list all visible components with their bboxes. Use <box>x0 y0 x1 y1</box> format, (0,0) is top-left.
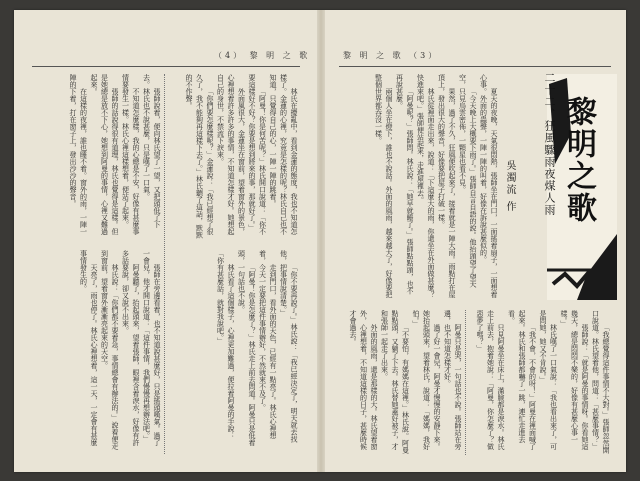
paragraph: 張師的話說得很有道理，林氏也覺得是這樣。但是她總是放不下心，她想到阿曼的事情，心裡又難過起來。 <box>90 74 119 235</box>
paragraph: 「今天晚上大概要下雨了。」張師自言自語的說。他抬頭望了望天空，只見烏雲密佈，一顆星也看不見。 <box>458 74 477 288</box>
paragraph: 果然，過了不久，狂風便吹起來了，接着就是一陣大雨。雨點打在屋頂上，發出很大的聲音，好像要把屋子打破一樣。 <box>437 74 456 298</box>
author-byline: 吳濁流 作 <box>504 160 515 214</box>
paragraph: 「不要怕，有媽媽在這裡。」林氏說。阿曼點點頭，又躺了下去。林氏替她蓋好被子，才和張師一起走了出來。 <box>380 310 410 454</box>
paragraph: 「你們要怎麼樣呢？」金蓮說：「我已經想了很久了，我不能夠再這樣下去了。」林氏聽了這話，默默的不作聲。 <box>185 74 214 239</box>
paragraph: 不知道怎麼樣，我的心總是不安，好像有甚麼事情要發生一樣。林氏心裡這樣想着，便站了起來。 <box>121 74 140 235</box>
paragraph: 林氏從裡面走出來，說道：「下這麼大的雨，你還坐在外面做甚麼？快進來吧。」張師便站起來，走進屋裡去。 <box>416 74 435 298</box>
right-column-divider <box>465 310 466 455</box>
paragraph: 過了好一會兒，阿曼才慢慢的安靜下來。她抬起頭來，望着林氏，說道：「媽媽，我好怕。」 <box>412 310 441 450</box>
paragraph: 「阿曼！你是怎麼了？」林氏走上前去問道。阿曼只是低着頭，一句話也不說。 <box>237 250 256 446</box>
paragraph: 張師說着，便向林氏望了一望，又把頭低了下去。林氏也不說甚麼，只是嘆了一口氣。 <box>142 74 161 228</box>
title-illustration <box>547 74 617 300</box>
paragraph: 張師說：「就是阿曼的事情呀。你看她這幾天，總是悶悶不樂的，好像有甚麼心事一樣。」 <box>560 310 589 450</box>
paragraph: 張師在旁邊看着，也不知道說甚麼好，只是搖頭嘆氣。過了一會兒，他才開口說道：「這件事情，我們慢慢再想辦法吧。」 <box>142 250 161 446</box>
ink-shape <box>577 234 617 300</box>
left-text-lower-left <box>32 250 162 450</box>
right-text-lower-left <box>339 310 463 455</box>
paragraph: 林氏在擾亂中，看到金蓮的態度，我也不知道怎樣了。金蓮的心裡，究竟是怎樣的呢？林氏自己也不知道，只覺得自己的心，一陣一陣的跳着。 <box>269 74 298 235</box>
paragraph: 「阿曼呢？」張師問。林氏說：「她早就睡了。」張師點點頭，也不再說甚麼。 <box>395 74 414 295</box>
right-running-head: 黎 明 之 歌 （3） <box>343 51 440 60</box>
left-column-divider <box>164 74 165 454</box>
left-text-lower-right <box>169 250 299 450</box>
right-text-lower-right <box>471 310 611 455</box>
paragraph: 「你不要再說了。」林氏說：「我已經決定了，明天就去找他，把事情說清楚。」 <box>279 250 298 443</box>
right-page <box>325 10 626 472</box>
paragraph: 林氏嘆了一口氣說：「我也看出來了，可是問她，她又不肯說。」 <box>539 310 558 450</box>
paragraph: 走到門口，看外面的天色，已經有一點亮了。林氏心裡想着，今天一定要把這件事情辦好，不然就來不及了。 <box>258 250 277 439</box>
paragraph: 外面風很大，金蓮坐在窗前，望着窗外的景色，心裡想着許多許多的事情，不知道怎樣才好。她想起自己的身世，不禁流下淚來。 <box>216 74 246 235</box>
paragraph: 阿曼聽了，抬起頭來，望着張師，眼裡含着淚水，好像有許多話要說，卻又說不出來。 <box>121 250 140 446</box>
paragraph: 兩個人坐在燈下，誰也不說話。外面的風雨，越來越大了，好像要把整個世界都吞沒一樣。 <box>374 74 393 298</box>
left-header-rule <box>32 66 300 67</box>
left-page <box>14 10 317 472</box>
paragraph: 林氏看了這個樣子，心裡更加難過，便拉着阿曼的手說：「你有甚麼話，就對我說吧。」 <box>216 250 235 439</box>
paragraph: 在這樣的夜裡，誰也睡不着。窗外的雨，一陣一陣的下着，打在窗子上，發出沙沙的聲音。 <box>69 74 88 235</box>
paragraph: 「我不會，不會的呀！」阿曼在裡面喊了起來。林氏和張師都嚇了一跳，連忙走進去看。 <box>507 310 537 450</box>
left-running-head: （4） 黎 明 之 歌 <box>214 51 311 60</box>
paragraph: 外面的風雨，還是那樣的大。林氏望着窗外，心裡想着，不知道這樣的日子，甚麼時候才會過去。 <box>349 310 378 450</box>
paragraph: 「阿曼！你是何苦呢？」林氏開口說道：「你不要這樣好不好？你要是想到將來的事，那就好了。」 <box>248 74 267 235</box>
paragraph: 阿曼只是哭，一句話也不說。張師站在旁邊，也不知道怎樣才好。 <box>443 310 462 450</box>
right-header-rule <box>339 66 611 67</box>
paragraph: 「我總覺得這件事情不大對。」張師忽然開口說道。林氏望着他，問道：「甚麼事情？」 <box>591 310 610 454</box>
art-title: 黎明之歌 <box>561 96 596 224</box>
paragraph: 夏天的夜晚，天氣很悶熱，張師坐在門口，一面搖着扇子，一面想着心事。外面的蟲聲，一陣一陣的叫着，好像在訴說甚麼似的。 <box>479 74 498 298</box>
book-gutter <box>317 10 325 472</box>
magazine-spread <box>14 10 626 472</box>
paragraph: 天亮了，雨也停了。林氏心裡想着，這一天，一定會有甚麼事情發生的。 <box>79 250 98 446</box>
right-text-upper <box>339 74 499 299</box>
left-text-upper-left <box>32 74 162 239</box>
left-text-upper-right <box>169 74 299 239</box>
chapter-title: 二十二、狂風驟雨夜煤人雨 <box>543 72 556 216</box>
paragraph: 只見阿曼坐在床上，滿臉都是淚水。林氏走上前去，抱着她說：「阿曼，你怎麼了？做惡夢了嗎？」 <box>476 310 505 450</box>
paragraph: 林氏說：「你們都不要着急，事情總會有辦法的。」說着便走到窗前，望着窗外漸漸亮起來的天空。 <box>100 250 119 450</box>
